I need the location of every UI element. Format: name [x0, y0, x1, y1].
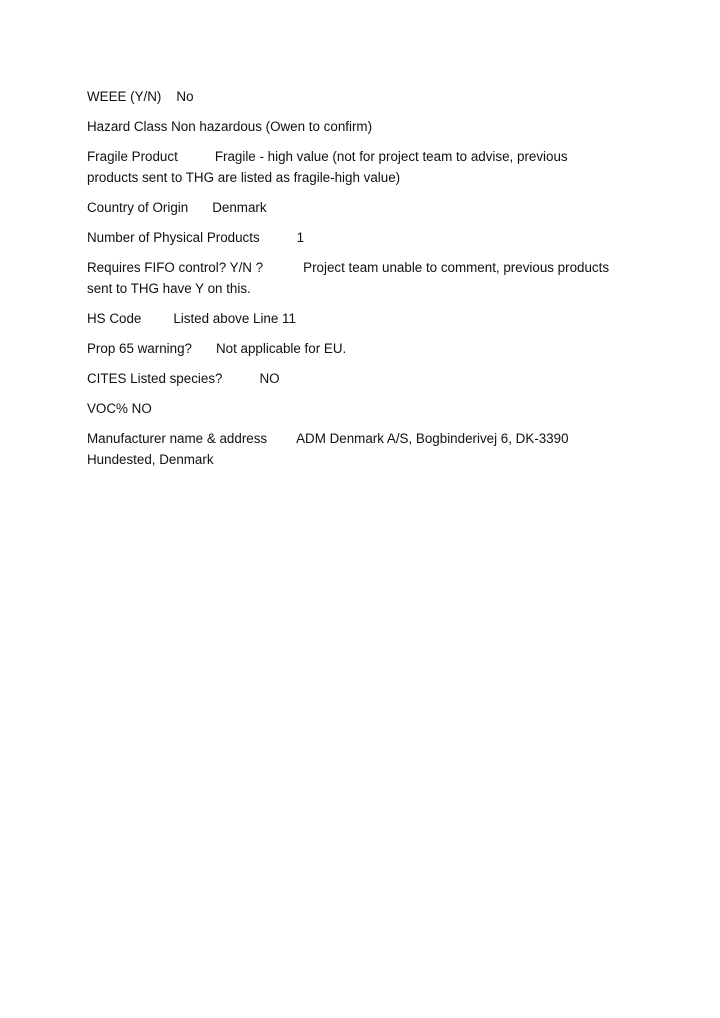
- fragile-product-continuation: products sent to THG are listed as fragile-high value): [87, 170, 401, 185]
- country-of-origin-field: [87, 197, 647, 218]
- weee-field: [87, 86, 647, 107]
- country-of-origin-label: Country of Origin: [87, 200, 189, 215]
- manufacturer-label: Manufacturer name & address: [87, 431, 268, 446]
- fifo-control-value: Project team unable to comment, previous products: [303, 260, 610, 275]
- weee-value: No: [176, 89, 194, 104]
- fifo-control-field: [87, 257, 647, 299]
- fragile-product-value: Fragile - high value (not for project team to advise, previous: [214, 149, 568, 164]
- fragile-product-field: [87, 146, 647, 188]
- hs-code-label: HS Code: [87, 311, 142, 326]
- manufacturer-value: ADM Denmark A/S, Bogbinderivej 6, DK-3390: [296, 431, 569, 446]
- voc-field: [87, 398, 647, 419]
- prop65-value: Not applicable for EU.: [215, 341, 347, 356]
- prop65-field: [87, 338, 647, 359]
- hs-code-value: Listed above Line 11: [173, 311, 296, 326]
- manufacturer-continuation: Hundested, Denmark: [87, 452, 214, 467]
- manufacturer-field: [87, 428, 647, 470]
- cites-label: CITES Listed species?: [87, 371, 223, 386]
- cites-field: [87, 368, 647, 389]
- voc-text: VOC% NO: [87, 401, 152, 416]
- physical-products-label: Number of Physical Products: [87, 230, 260, 245]
- hazard-class-field: [87, 116, 647, 137]
- hs-code-field: [87, 308, 647, 329]
- country-of-origin-value: Denmark: [212, 200, 267, 215]
- weee-label: WEEE (Y/N): [87, 89, 162, 104]
- fifo-control-continuation: sent to THG have Y on this.: [87, 281, 251, 296]
- fifo-control-label: Requires FIFO control? Y/N ?: [87, 260, 264, 275]
- cites-value: NO: [259, 371, 280, 386]
- physical-products-value: 1: [296, 230, 305, 245]
- document-body: [87, 86, 647, 479]
- hazard-class-text: Hazard Class Non hazardous (Owen to confirm): [87, 119, 373, 134]
- physical-products-field: [87, 227, 647, 248]
- fragile-product-label: Fragile Product: [87, 149, 178, 164]
- prop65-label: Prop 65 warning?: [87, 341, 192, 356]
